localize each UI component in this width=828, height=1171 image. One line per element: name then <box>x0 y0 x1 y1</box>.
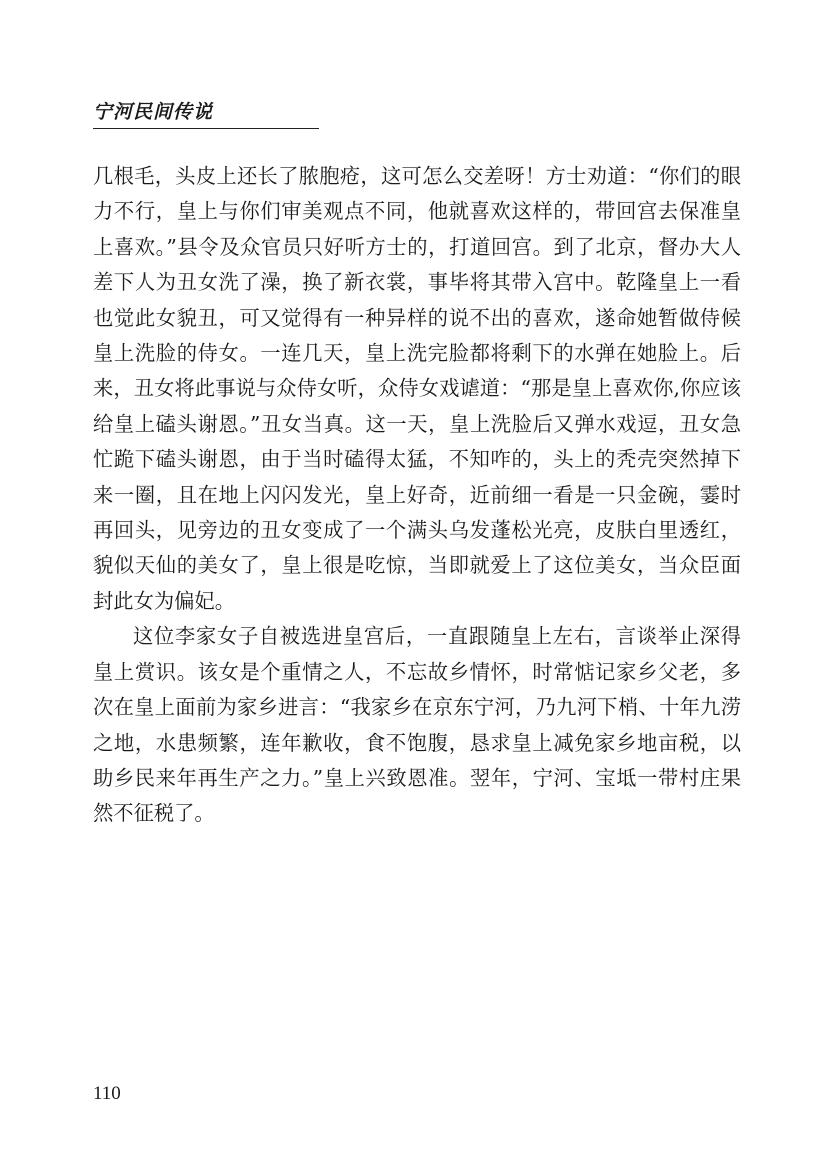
body-text <box>93 159 741 832</box>
page-number: 110 <box>93 1083 121 1104</box>
paragraph: 这位李家女子自被选进皇宫后，一直跟随皇上左右，言谈举止深得皇上赏识。该女是个重情之人，不忘故乡情怀，时常惦记家乡父老，多次在皇上面前为家乡进言：“我家乡在京东宁河，乃九河下梢、十年九涝之地，水患频繁，连年歉收，食不饱腹，恳求皇上减免家乡地亩税，以助乡民来年再生产之力。”皇上兴致恩准。翌年，宁河、宝坻一带村庄果然不征税了。 <box>93 624 741 826</box>
running-header <box>93 100 319 129</box>
book-title: 宁河民间传说 <box>93 101 214 123</box>
paragraph: 几根毛，头皮上还长了脓胞疮，这可怎么交差呀！方士劝道：“你们的眼力不行，皇上与你们审美观点不同，他就喜欢这样的，带回宫去保准皇上喜欢。”县令及众官员只好听方士的，打道回宫。到了北京，督办大人差下人为丑女洗了澡，换了新衣裳，事毕将其带入宫中。乾隆皇上一看也觉此女貌丑，可又觉得有一种异样的说不出的喜欢，遂命她暂做侍候皇上洗脸的侍女。一连几天，皇上洗完脸都将剩下的水弹在她脸上。后来，丑女将此事说与众侍女听，众侍女戏谑道：“那是皇上喜欢你,你应该给皇上磕头谢恩。”丑女当真。这一天，皇上洗脸后又弹水戏逗，丑女急忙跪下磕头谢恩，由于当时磕得太猛，不知咋的，头上的秃壳突然掉下来一圈，且在地上闪闪发光，皇上好奇，近前细一看是一只金碗，霎时再回头，见旁边的丑女变成了一个满头乌发蓬松光亮，皮肤白里透红，貌似天仙的美女了，皇上很是吃惊，当即就爱上了这位美女，当众臣面封此女为偏妃。 <box>93 164 741 613</box>
